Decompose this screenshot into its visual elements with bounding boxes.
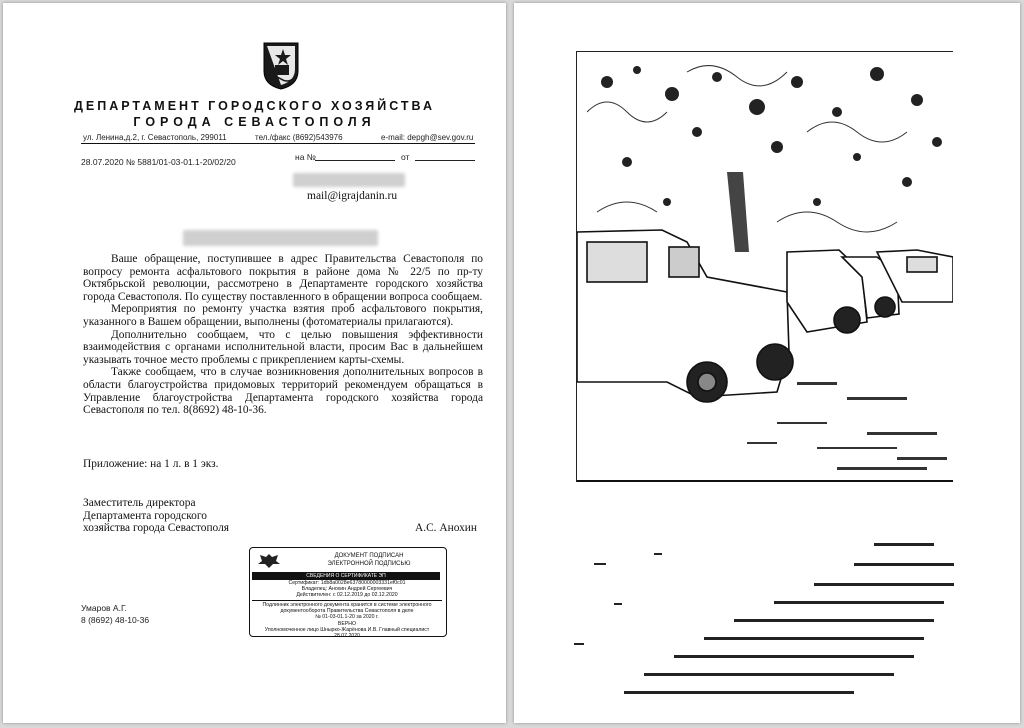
eagle-emblem-icon [256, 552, 282, 570]
stamp-note-line-3: № 01-03-01.1-20 за 2020 г. [315, 614, 379, 621]
attachment-note: Приложение: на 1 л. в 1 экз. [83, 458, 219, 470]
department-address: ул. Ленина,д.2, г. Севастополь, 299011 [83, 133, 227, 142]
city-title: ГОРОДА СЕВАСТОПОЛЯ [133, 115, 376, 129]
photo-lower-fragment [554, 523, 994, 713]
letter-page [3, 3, 506, 723]
stamp-certificate-bar: СВЕДЕНИЯ О СЕРТИФИКАТЕ ЭП [252, 572, 440, 580]
road-repair-photo [576, 51, 953, 482]
stamp-certificate-info [254, 580, 440, 599]
stamp-note-line-6: 28.07.2020 [334, 633, 360, 640]
executor-name: Умаров А.Г. [81, 603, 127, 613]
stamp-validity: Действителен: с 02.12.2019 до 02.12.2020 [296, 592, 398, 599]
redacted-salutation [183, 230, 378, 246]
stamp-note-line-1: Подлинник электронного документа хранится в системе электронного [262, 602, 432, 608]
signer-title-line-3: хозяйства города Севастополя [83, 522, 230, 535]
stamp-storage-note [254, 602, 440, 639]
stamp-header [298, 552, 440, 568]
stamp-title-line-2: ЭЛЕКТРОННОЙ ПОДПИСЬЮ [327, 561, 411, 567]
department-title: ДЕПАРТАМЕНТ ГОРОДСКОГО ХОЗЯЙСТВА [74, 99, 435, 113]
incoming-ref-line [315, 160, 395, 161]
letter-body [83, 253, 483, 417]
body-paragraph-1: Ваше обращение, поступившее в адрес Правительства Севастополя по вопросу ремонта асфальтового покрытия в районе дома № 22/5 по пр-ту Октябрьской революции, рассмотрено в Департаменте городского хозяйства города Севастополя. По существу поставленного в обращении вопроса сообщаем. [83, 253, 483, 303]
body-paragraph-3: Дополнительно сообщаем, что с целью повышения эффективности взаимодействия с органами исполнительной власти, просим Вас в дальнейшем указывать точное место проблемы с прикреплением карты-схемы. [83, 328, 483, 366]
signer-title-line-2: Департамента городского [83, 509, 207, 522]
stamp-note-line-5: Уполномоченное лицо Шнырко-Жарёнова И.В. Главный специалист [264, 626, 430, 633]
photo-attachment-page [514, 3, 1020, 723]
signer-name: А.С. Анохин [415, 522, 477, 534]
signer-title [83, 497, 229, 535]
stamp-note-line-2: документооборота Правительства Севастополя в деле [280, 608, 414, 615]
incoming-date-line [415, 160, 475, 161]
stamp-certificate-number: Сертификат: 1db8a0028e63780000003331ef0c01 [288, 580, 406, 586]
body-paragraph-2: Мероприятия по ремонту участка взятия проб асфальтового покрытия, указанного в Вашем обращении, выполнены (фотоматериалы прилагаются). [83, 303, 483, 328]
stamp-separator [252, 600, 442, 601]
stamp-note-line-4: ВЕРНО [337, 620, 357, 627]
stamp-title-line-1: ДОКУМЕНТ ПОДПИСАН [334, 553, 404, 559]
signer-title-line-1: Заместитель директора [83, 497, 196, 509]
header-rule [81, 143, 475, 144]
outgoing-reference: 28.07.2020 № 5881/01-03-01.1-20/02/20 [81, 157, 236, 167]
incoming-ref-label: на № [295, 152, 316, 162]
stamp-owner: Владелец: Анохин Андрей Сергеевич [301, 586, 393, 593]
department-phone: тел./факс (8692)543976 [255, 133, 343, 142]
redacted-recipient-name [293, 173, 405, 187]
department-email: e-mail: depgh@sev.gov.ru [381, 133, 474, 142]
coat-of-arms-icon [261, 41, 301, 91]
recipient-email: mail@igrajdanin.ru [307, 190, 398, 202]
incoming-ref-from: от [401, 152, 410, 162]
executor-phone: 8 (8692) 48-10-36 [81, 615, 150, 625]
body-paragraph-4: Также сообщаем, что в случае возникновения дополнительных вопросов в области благоустройства придомовых территорий рекомендуем обращаться в Управление благоустройства Департамента городского хозяйства города Севастополя по тел. 8(8692) 48-10-36. [83, 366, 483, 417]
electronic-signature-stamp [249, 547, 447, 640]
